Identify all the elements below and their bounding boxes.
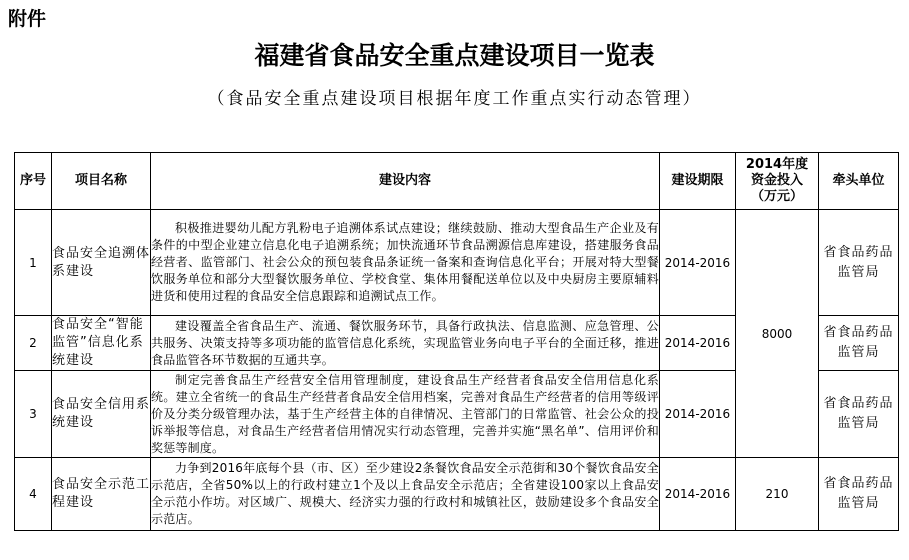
header-content: 建设内容 bbox=[151, 153, 660, 210]
project-table bbox=[14, 152, 899, 531]
header-invest-line1: 2014年度 bbox=[745, 157, 809, 172]
cell-seq: 2 bbox=[15, 316, 52, 371]
cell-seq: 4 bbox=[15, 458, 52, 531]
table-row bbox=[15, 458, 899, 531]
table-row bbox=[15, 210, 899, 316]
cell-invest-merged: 8000 bbox=[736, 210, 819, 458]
cell-content: 力争到2016年底每个县（市、区）至少建设2条餐饮食品安全示范街和30个餐饮食品安全示范店，全省50%以上的行政村建立1个及以上食品安全示范店；全省建设100家以上食品安全示范小作坊。对区域广、规模大、经济实力强的行政村和城镇社区，鼓励建设多个食品安全示范店。 bbox=[151, 458, 660, 531]
cell-seq: 1 bbox=[15, 210, 52, 316]
document-subtitle: （食品安全重点建设项目根据年度工作重点实行动态管理） bbox=[207, 89, 702, 109]
cell-project-name: 食品安全追溯体系建设 bbox=[52, 210, 151, 316]
header-unit: 牵头单位 bbox=[819, 153, 899, 210]
cell-lead-unit: 省食品药品监管局 bbox=[819, 316, 899, 371]
header-seq: 序号 bbox=[15, 153, 52, 210]
header-name: 项目名称 bbox=[52, 153, 151, 210]
cell-content: 建设覆盖全省食品生产、流通、餐饮服务环节，具备行政执法、信息监测、应急管理、公共服务、决策支持等多项功能的监管信息化系统，实现监管业务向电子平台的全面迁移，推进食品监管各环节数据的互通共享。 bbox=[151, 316, 660, 371]
cell-period: 2014-2016 bbox=[660, 210, 736, 316]
cell-period: 2014-2016 bbox=[660, 371, 736, 458]
attachment-label: 附件 bbox=[8, 8, 47, 30]
cell-project-name: 食品安全信用系统建设 bbox=[52, 371, 151, 458]
cell-period: 2014-2016 bbox=[660, 316, 736, 371]
cell-lead-unit: 省食品药品监管局 bbox=[819, 210, 899, 316]
cell-invest: 210 bbox=[736, 458, 819, 531]
cell-content: 制定完善食品生产经营安全信用管理制度，建设食品生产经营者食品安全信用信息化系统。建立全省统一的食品生产经营者食品安全信用档案，完善对食品生产经营者的信用等级评价及分类分级管理办法，基于生产经营主体的自律情况、主管部门的日常监管、社会公众的投诉举报等信息，对食品生产经营者信用情况实行动态管理，完善并实施“黑名单”、信用评价和奖惩等制度。 bbox=[151, 371, 660, 458]
table-header-row bbox=[15, 153, 899, 210]
cell-lead-unit: 省食品药品监管局 bbox=[819, 371, 899, 458]
cell-period: 2014-2016 bbox=[660, 458, 736, 531]
header-invest-line3: （万元） bbox=[750, 189, 803, 204]
header-invest-line2: 资金投入 bbox=[750, 173, 803, 188]
document-title: 福建省食品安全重点建设项目一览表 bbox=[254, 41, 655, 70]
cell-seq: 3 bbox=[15, 371, 52, 458]
header-invest bbox=[736, 153, 819, 210]
cell-content: 积极推进婴幼儿配方乳粉电子追溯体系试点建设；继续鼓励、推动大型食品生产企业及有条件的中型企业建立信息化电子追溯系统；加快流通环节食品溯源信息库建设，搭建服务食品经营者、监管部门、社会公众的预包装食品条证统一备案和查询信息化平台；开展对特大型餐饮服务单位和部分大型餐饮服务单位、学校食堂、集体用餐配送单位以及中央厨房主要原辅料进货和使用过程的食品安全信息跟踪和追溯试点工作。 bbox=[151, 210, 660, 316]
cell-lead-unit: 省食品药品监管局 bbox=[819, 458, 899, 531]
cell-project-name: 食品安全“智能监管”信息化系统建设 bbox=[52, 316, 151, 371]
cell-project-name: 食品安全示范工程建设 bbox=[52, 458, 151, 531]
header-period: 建设期限 bbox=[660, 153, 736, 210]
